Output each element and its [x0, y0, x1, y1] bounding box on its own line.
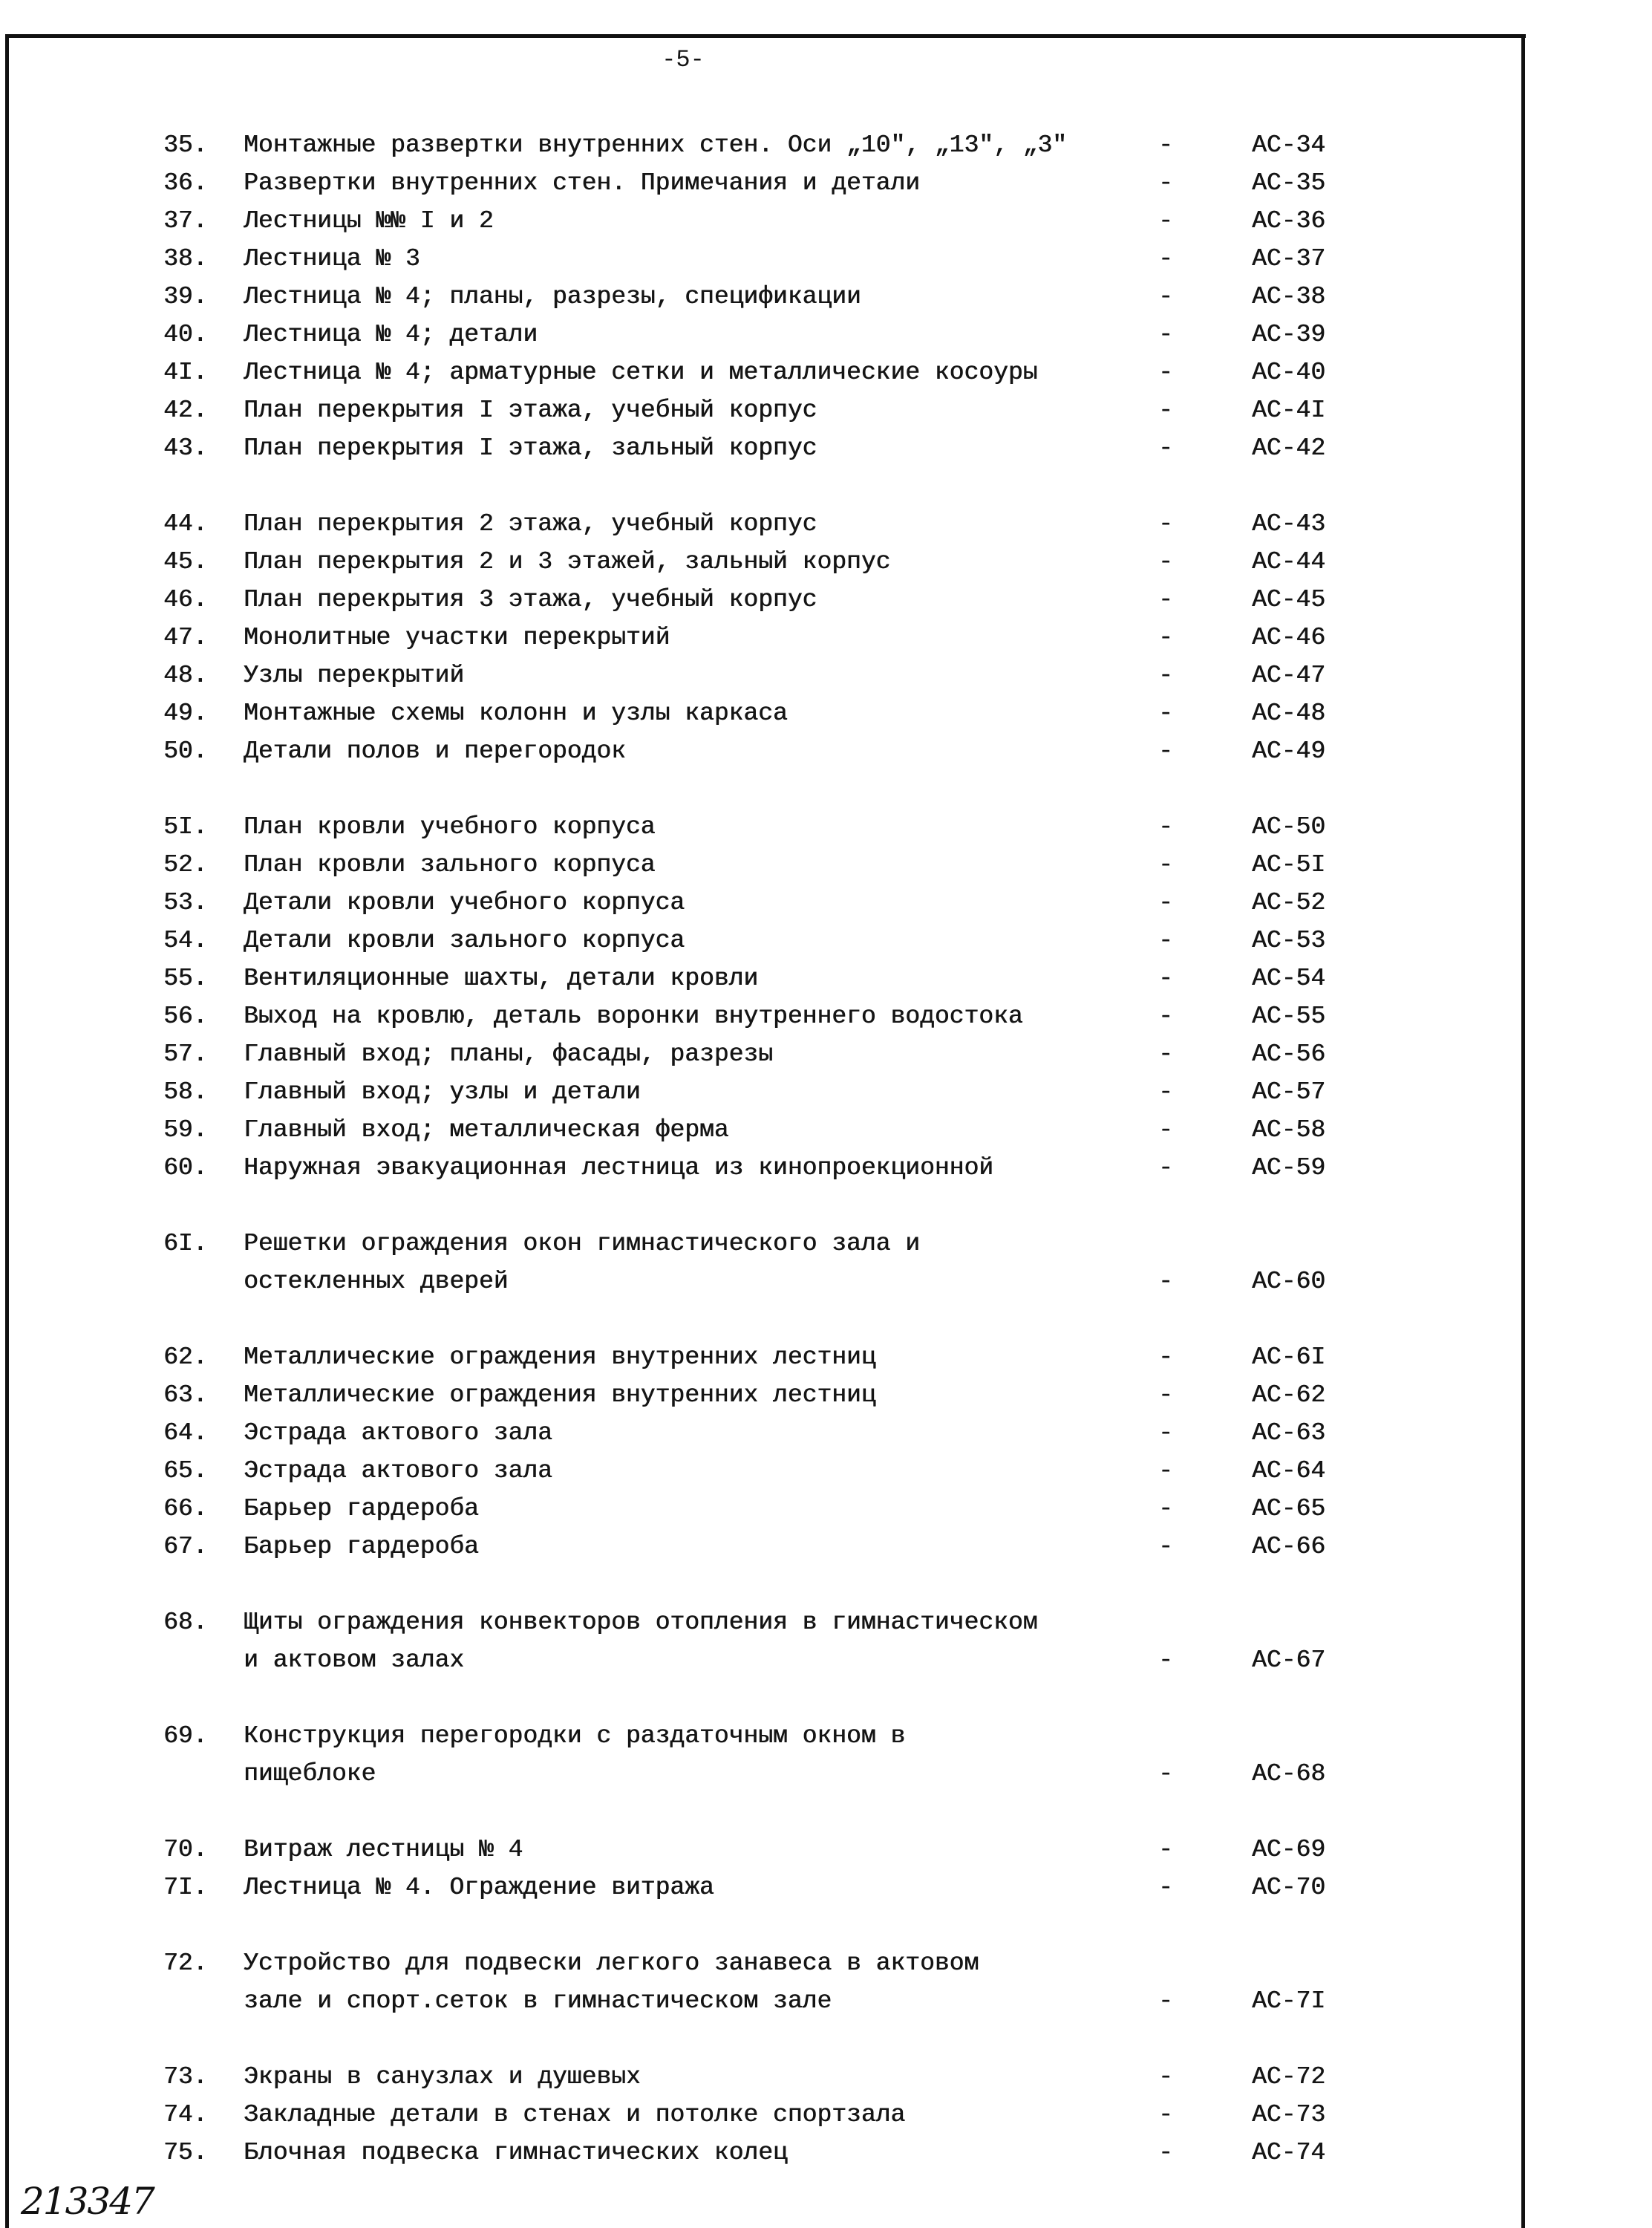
item-title: Решетки ограждения окон гимнастического зала и	[244, 1230, 920, 1257]
item-dash: -	[1158, 1381, 1173, 1409]
list-item-line	[0, 1603, 1652, 1641]
item-number: 7I.	[163, 1874, 208, 1901]
item-dash: -	[1158, 1268, 1173, 1295]
item-dash: -	[1158, 851, 1173, 879]
item-dash: -	[1158, 927, 1173, 954]
item-dash: -	[1158, 624, 1173, 651]
sheet-code: АС-56	[1252, 1040, 1326, 1068]
sheet-code: АС-65	[1252, 1495, 1326, 1522]
list-item-line	[0, 1035, 1652, 1073]
item-number: 6I.	[163, 1230, 208, 1257]
item-dash: -	[1158, 548, 1173, 576]
item-number: 72.	[163, 1950, 208, 1977]
item-dash: -	[1158, 1646, 1173, 1674]
sheet-code: АС-46	[1252, 624, 1326, 651]
item-title: Детали полов и перегородок	[244, 737, 626, 765]
item-title: План кровли учебного корпуса	[244, 813, 656, 841]
sheet-code: АС-36	[1252, 207, 1326, 235]
item-number: 68.	[163, 1609, 208, 1636]
item-title: План перекрытия 3 этажа, учебный корпус	[244, 586, 817, 613]
item-number: 37.	[163, 207, 208, 235]
list-item-line	[0, 164, 1652, 202]
sheet-code: АС-4I	[1252, 397, 1326, 424]
item-title: План перекрытия 2 и 3 этажей, зальный корпус	[244, 548, 891, 576]
item-title: Монтажные развертки внутренних стен. Оси „10", „13", „3"	[244, 131, 1067, 159]
sheet-code: АС-5I	[1252, 851, 1326, 879]
item-title: Лестница № 4; планы, разрезы, спецификации	[244, 283, 861, 310]
item-number: 50.	[163, 737, 208, 765]
sheet-code: АС-43	[1252, 510, 1326, 538]
item-title: Закладные детали в стенах и потолке спортзала	[244, 2101, 906, 2128]
item-dash: -	[1158, 1760, 1173, 1788]
item-dash: -	[1158, 1154, 1173, 1182]
item-title: Главный вход; планы, фасады, разрезы	[244, 1040, 773, 1068]
list-item-line	[0, 1944, 1652, 1982]
item-title: остекленных дверей	[244, 1268, 509, 1295]
list-item-line	[0, 1111, 1652, 1149]
list-item-line	[0, 997, 1652, 1035]
item-dash: -	[1158, 131, 1173, 159]
sheet-code: АС-38	[1252, 283, 1326, 310]
list-item-line	[0, 1263, 1652, 1300]
list-item-line	[0, 619, 1652, 657]
item-dash: -	[1158, 889, 1173, 916]
item-number: 59.	[163, 1116, 208, 1144]
item-dash: -	[1158, 737, 1173, 765]
sheet-code: АС-52	[1252, 889, 1326, 916]
item-dash: -	[1158, 510, 1173, 538]
list-item-line	[0, 1073, 1652, 1111]
item-dash: -	[1158, 1495, 1173, 1522]
handwritten-inventory-number: 213347	[21, 2180, 154, 2223]
item-dash: -	[1158, 1836, 1173, 1863]
item-title: Лестница № 4; арматурные сетки и металлические косоуры	[244, 359, 1038, 386]
item-title: Блочная подвеска гимнастических колец	[244, 2139, 788, 2166]
list-item-line	[0, 1831, 1652, 1869]
item-number: 5I.	[163, 813, 208, 841]
list-item-line	[0, 1641, 1652, 1679]
list-item-line	[0, 846, 1652, 884]
list-item-line	[0, 808, 1652, 846]
sheet-code: АС-60	[1252, 1268, 1326, 1295]
item-dash: -	[1158, 434, 1173, 462]
list-item-line	[0, 1869, 1652, 1906]
item-dash: -	[1158, 1040, 1173, 1068]
item-dash: -	[1158, 2101, 1173, 2128]
list-item-line	[0, 732, 1652, 770]
sheet-code: АС-74	[1252, 2139, 1326, 2166]
item-dash: -	[1158, 700, 1173, 727]
sheet-code: АС-73	[1252, 2101, 1326, 2128]
sheet-code: АС-53	[1252, 927, 1326, 954]
item-title: План перекрытия I этажа, зальный корпус	[244, 434, 817, 462]
item-dash: -	[1158, 359, 1173, 386]
item-title: План перекрытия 2 этажа, учебный корпус	[244, 510, 817, 538]
item-number: 60.	[163, 1154, 208, 1182]
list-item-line	[0, 1490, 1652, 1528]
item-dash: -	[1158, 207, 1173, 235]
list-item-line	[0, 657, 1652, 694]
sheet-code: АС-48	[1252, 700, 1326, 727]
item-dash: -	[1158, 1116, 1173, 1144]
sheet-code: АС-42	[1252, 434, 1326, 462]
item-dash: -	[1158, 245, 1173, 273]
list-item-line	[0, 1149, 1652, 1187]
sheet-code: АС-49	[1252, 737, 1326, 765]
list-item-line	[0, 1225, 1652, 1263]
item-number: 40.	[163, 321, 208, 348]
list-section	[0, 1831, 1652, 1906]
sheet-code: АС-62	[1252, 1381, 1326, 1409]
item-dash: -	[1158, 965, 1173, 992]
list-section	[0, 1717, 1652, 1793]
item-number: 38.	[163, 245, 208, 273]
item-title: Экраны в санузлах и душевых	[244, 2063, 641, 2091]
item-title: Металлические ограждения внутренних лестниц	[244, 1343, 876, 1371]
sheet-code: АС-37	[1252, 245, 1326, 273]
item-title: пищеблоке	[244, 1760, 376, 1788]
list-item-line	[0, 316, 1652, 354]
item-title: Развертки внутренних стен. Примечания и детали	[244, 169, 920, 197]
item-number: 48.	[163, 662, 208, 689]
sheet-code: АС-50	[1252, 813, 1326, 841]
list-item-line	[0, 429, 1652, 467]
item-number: 73.	[163, 2063, 208, 2091]
item-dash: -	[1158, 1003, 1173, 1030]
list-item-line	[0, 2134, 1652, 2172]
list-item-line	[0, 505, 1652, 543]
item-number: 39.	[163, 283, 208, 310]
item-title: Лестница № 4; детали	[244, 321, 538, 348]
item-title: Детали кровли зального корпуса	[244, 927, 685, 954]
item-number: 43.	[163, 434, 208, 462]
item-number: 35.	[163, 131, 208, 159]
list-item-line	[0, 1338, 1652, 1376]
sheet-code: АС-64	[1252, 1457, 1326, 1485]
item-dash: -	[1158, 1343, 1173, 1371]
item-title: Выход на кровлю, деталь воронки внутреннего водостока	[244, 1003, 1023, 1030]
item-title: Монтажные схемы колонн и узлы каркаса	[244, 700, 788, 727]
list-item-line	[0, 1528, 1652, 1566]
item-dash: -	[1158, 283, 1173, 310]
item-dash: -	[1158, 1457, 1173, 1485]
list-item-line	[0, 1982, 1652, 2020]
item-dash: -	[1158, 662, 1173, 689]
item-number: 70.	[163, 1836, 208, 1863]
item-title: Барьер гардероба	[244, 1495, 479, 1522]
sheet-code: АС-68	[1252, 1760, 1326, 1788]
item-number: 4I.	[163, 359, 208, 386]
list-item-line	[0, 2058, 1652, 2096]
item-title: Детали кровли учебного корпуса	[244, 889, 685, 916]
item-title: Металлические ограждения внутренних лестниц	[244, 1381, 876, 1409]
sheet-code: АС-39	[1252, 321, 1326, 348]
list-section	[0, 126, 1652, 467]
item-title: Главный вход; узлы и детали	[244, 1078, 641, 1106]
item-number: 54.	[163, 927, 208, 954]
list-section	[0, 1225, 1652, 1300]
item-title: Витраж лестницы № 4	[244, 1836, 523, 1863]
list-item-line	[0, 922, 1652, 960]
list-item-line	[0, 884, 1652, 922]
item-number: 67.	[163, 1533, 208, 1560]
sheet-code: АС-35	[1252, 169, 1326, 197]
item-number: 63.	[163, 1381, 208, 1409]
item-title: зале и спорт.сеток в гимнастическом зале	[244, 1987, 832, 2015]
item-dash: -	[1158, 321, 1173, 348]
item-number: 69.	[163, 1722, 208, 1750]
list-section	[0, 808, 1652, 1187]
item-title: Монолитные участки перекрытий	[244, 624, 670, 651]
item-number: 65.	[163, 1457, 208, 1485]
item-number: 75.	[163, 2139, 208, 2166]
sheet-code: АС-69	[1252, 1836, 1326, 1863]
item-number: 53.	[163, 889, 208, 916]
sheet-code: АС-66	[1252, 1533, 1326, 1560]
item-title: Барьер гардероба	[244, 1533, 479, 1560]
item-number: 57.	[163, 1040, 208, 1068]
item-dash: -	[1158, 586, 1173, 613]
item-title: Лестницы №№ I и 2	[244, 207, 494, 235]
sheet-code: АС-67	[1252, 1646, 1326, 1674]
list-item-line	[0, 1376, 1652, 1414]
item-title: План перекрытия I этажа, учебный корпус	[244, 397, 817, 424]
list-item-line	[0, 202, 1652, 240]
sheet-code: АС-47	[1252, 662, 1326, 689]
item-title: План кровли зального корпуса	[244, 851, 656, 879]
list-item-line	[0, 543, 1652, 581]
item-title: Эстрада актового зала	[244, 1419, 552, 1447]
list-item-line	[0, 278, 1652, 316]
item-number: 36.	[163, 169, 208, 197]
item-number: 44.	[163, 510, 208, 538]
item-title: Устройство для подвески легкого занавеса в актовом	[244, 1950, 979, 1977]
sheet-code: АС-54	[1252, 965, 1326, 992]
list-item-line	[0, 1414, 1652, 1452]
sheet-code: АС-63	[1252, 1419, 1326, 1447]
item-dash: -	[1158, 2139, 1173, 2166]
list-item-line	[0, 1755, 1652, 1793]
item-title: Лестница № 3	[244, 245, 420, 273]
item-number: 49.	[163, 700, 208, 727]
item-number: 58.	[163, 1078, 208, 1106]
list-section	[0, 505, 1652, 770]
item-title: Вентиляционные шахты, детали кровли	[244, 965, 759, 992]
sheet-code: АС-72	[1252, 2063, 1326, 2091]
list-item-line	[0, 354, 1652, 391]
item-dash: -	[1158, 169, 1173, 197]
sheet-code: АС-55	[1252, 1003, 1326, 1030]
item-number: 56.	[163, 1003, 208, 1030]
sheet-code: АС-70	[1252, 1874, 1326, 1901]
item-title: Эстрада актового зала	[244, 1457, 552, 1485]
list-item-line	[0, 126, 1652, 164]
item-number: 55.	[163, 965, 208, 992]
list-item-line	[0, 1452, 1652, 1490]
sheet-code: АС-44	[1252, 548, 1326, 576]
item-number: 62.	[163, 1343, 208, 1371]
list-item-line	[0, 240, 1652, 278]
item-number: 45.	[163, 548, 208, 576]
item-number: 47.	[163, 624, 208, 651]
item-number: 52.	[163, 851, 208, 879]
drawing-list	[0, 126, 1652, 2172]
item-dash: -	[1158, 1987, 1173, 2015]
sheet-code: АС-58	[1252, 1116, 1326, 1144]
list-item-line	[0, 694, 1652, 732]
sheet-code: АС-34	[1252, 131, 1326, 159]
item-dash: -	[1158, 2063, 1173, 2091]
page-frame-top-border	[5, 34, 1526, 38]
sheet-code: АС-40	[1252, 359, 1326, 386]
item-dash: -	[1158, 1874, 1173, 1901]
item-title: и актовом залах	[244, 1646, 465, 1674]
list-item-line	[0, 2096, 1652, 2134]
sheet-code: АС-57	[1252, 1078, 1326, 1106]
list-item-line	[0, 581, 1652, 619]
item-title: Щиты ограждения конвекторов отопления в гимнастическом	[244, 1609, 1038, 1636]
list-section	[0, 1944, 1652, 2020]
list-section	[0, 2058, 1652, 2172]
list-item-line	[0, 391, 1652, 429]
item-dash: -	[1158, 397, 1173, 424]
sheet-code: АС-45	[1252, 586, 1326, 613]
item-number: 64.	[163, 1419, 208, 1447]
list-item-line	[0, 960, 1652, 997]
item-title: Конструкция перегородки с раздаточным окном в	[244, 1722, 906, 1750]
item-number: 42.	[163, 397, 208, 424]
list-section	[0, 1338, 1652, 1566]
list-section	[0, 1603, 1652, 1679]
item-dash: -	[1158, 1533, 1173, 1560]
sheet-code: АС-7I	[1252, 1987, 1326, 2015]
sheet-code: АС-6I	[1252, 1343, 1326, 1371]
item-number: 46.	[163, 586, 208, 613]
item-dash: -	[1158, 1419, 1173, 1447]
list-item-line	[0, 1717, 1652, 1755]
item-title: Наружная эвакуационная лестница из кинопроекционной	[244, 1154, 993, 1182]
item-number: 74.	[163, 2101, 208, 2128]
item-title: Узлы перекрытий	[244, 662, 465, 689]
page-number: -5-	[662, 46, 705, 74]
item-number: 66.	[163, 1495, 208, 1522]
item-dash: -	[1158, 813, 1173, 841]
item-title: Главный вход; металлическая ферма	[244, 1116, 729, 1144]
item-title: Лестница № 4. Ограждение витража	[244, 1874, 714, 1901]
sheet-code: АС-59	[1252, 1154, 1326, 1182]
item-dash: -	[1158, 1078, 1173, 1106]
